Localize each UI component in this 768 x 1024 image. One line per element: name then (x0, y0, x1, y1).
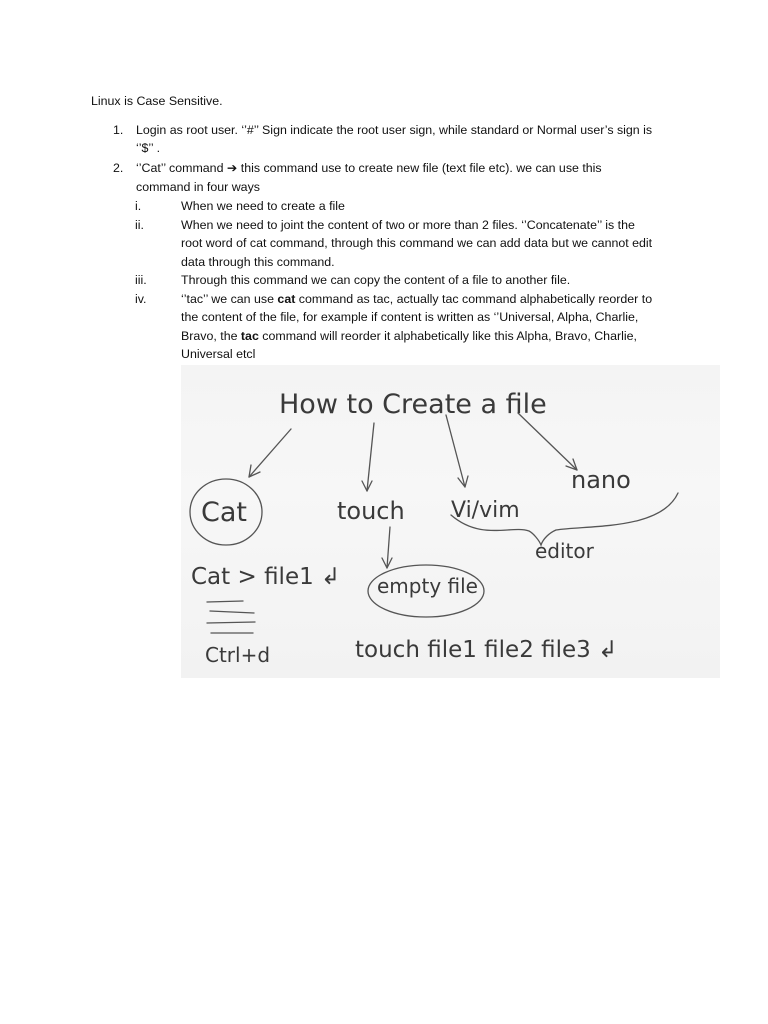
arrow-to-vi (446, 415, 465, 487)
item-number: 1. (113, 123, 124, 137)
empty-file-label: empty file (377, 574, 478, 598)
sub-item-text: data through this command. (181, 255, 335, 269)
whiteboard-diagram (181, 365, 720, 678)
sub-item-text: Bravo, the (181, 329, 241, 343)
sub-item-numeral: iii. (135, 273, 147, 287)
arrow-to-touch (367, 423, 374, 491)
content-line (207, 622, 255, 623)
arrow-to-cat (249, 429, 291, 477)
sub-item-text: command will reorder it alphabetically like this Alpha, Bravo, Charlie, (258, 329, 637, 343)
sub-item-text: Universal etcl (181, 347, 256, 361)
node-nano: nano (571, 466, 631, 494)
content-line (210, 611, 254, 613)
arrow-to-nano (518, 413, 577, 470)
item-text: Login as root user. ‘’#’’ Sign indicate the root user sign, while standard or Normal user’s sign is (136, 123, 653, 137)
item-text-row (136, 159, 602, 178)
sub-item-text: When we need to joint the content of two or more than 2 files. ‘’Concatenate’’ is the (181, 218, 635, 232)
bold-term: cat (277, 292, 296, 306)
item-text: this command use to create new file (text file etc). we can use this (240, 161, 602, 175)
sub-item-text: root word of cat command, through this command we can add data but we cannot edit (181, 236, 653, 250)
node-vi-vim: Vi/vim (451, 498, 520, 523)
item-text: ‘’$’’ . (136, 141, 161, 155)
ctrl-d-label: Ctrl+d (205, 643, 271, 667)
item-number: 2. (113, 161, 124, 175)
sub-item-text: the content of the file, for example if content is written as ‘’Universal, Alpha, Charlie, (181, 310, 639, 324)
content-line (207, 601, 243, 602)
cat-command: Cat > file1 ↲ (191, 564, 341, 590)
editor-label: editor (535, 539, 594, 563)
item-text: ‘’Cat’’ command (136, 161, 224, 175)
sub-item-text: ‘’tac’’ we can use (181, 292, 278, 306)
sub-item-text-row (181, 290, 652, 309)
bold-term: tac (240, 329, 259, 343)
arrow-icon: ➔ (226, 161, 238, 175)
whiteboard-diagram-image (181, 365, 720, 678)
page-heading: Linux is Case Sensitive. (91, 94, 223, 108)
sub-item-text: When we need to create a file (181, 199, 345, 213)
touch-command: touch file1 file2 file3 ↲ (355, 637, 618, 663)
item-text: command in four ways (136, 180, 260, 194)
sub-item-numeral: ii. (135, 218, 144, 232)
sub-item-text-row (181, 327, 637, 346)
node-cat: Cat (201, 497, 247, 528)
sub-item-text: Through this command we can copy the content of a file to another file. (181, 273, 571, 287)
sub-item-numeral: i. (135, 199, 142, 213)
node-touch: touch (337, 497, 405, 525)
diagram-title: How to Create a file (279, 389, 547, 420)
sub-item-text: command as tac, actually tac command alphabetically reorder to (295, 292, 653, 306)
sub-item-numeral: iv. (135, 292, 147, 306)
